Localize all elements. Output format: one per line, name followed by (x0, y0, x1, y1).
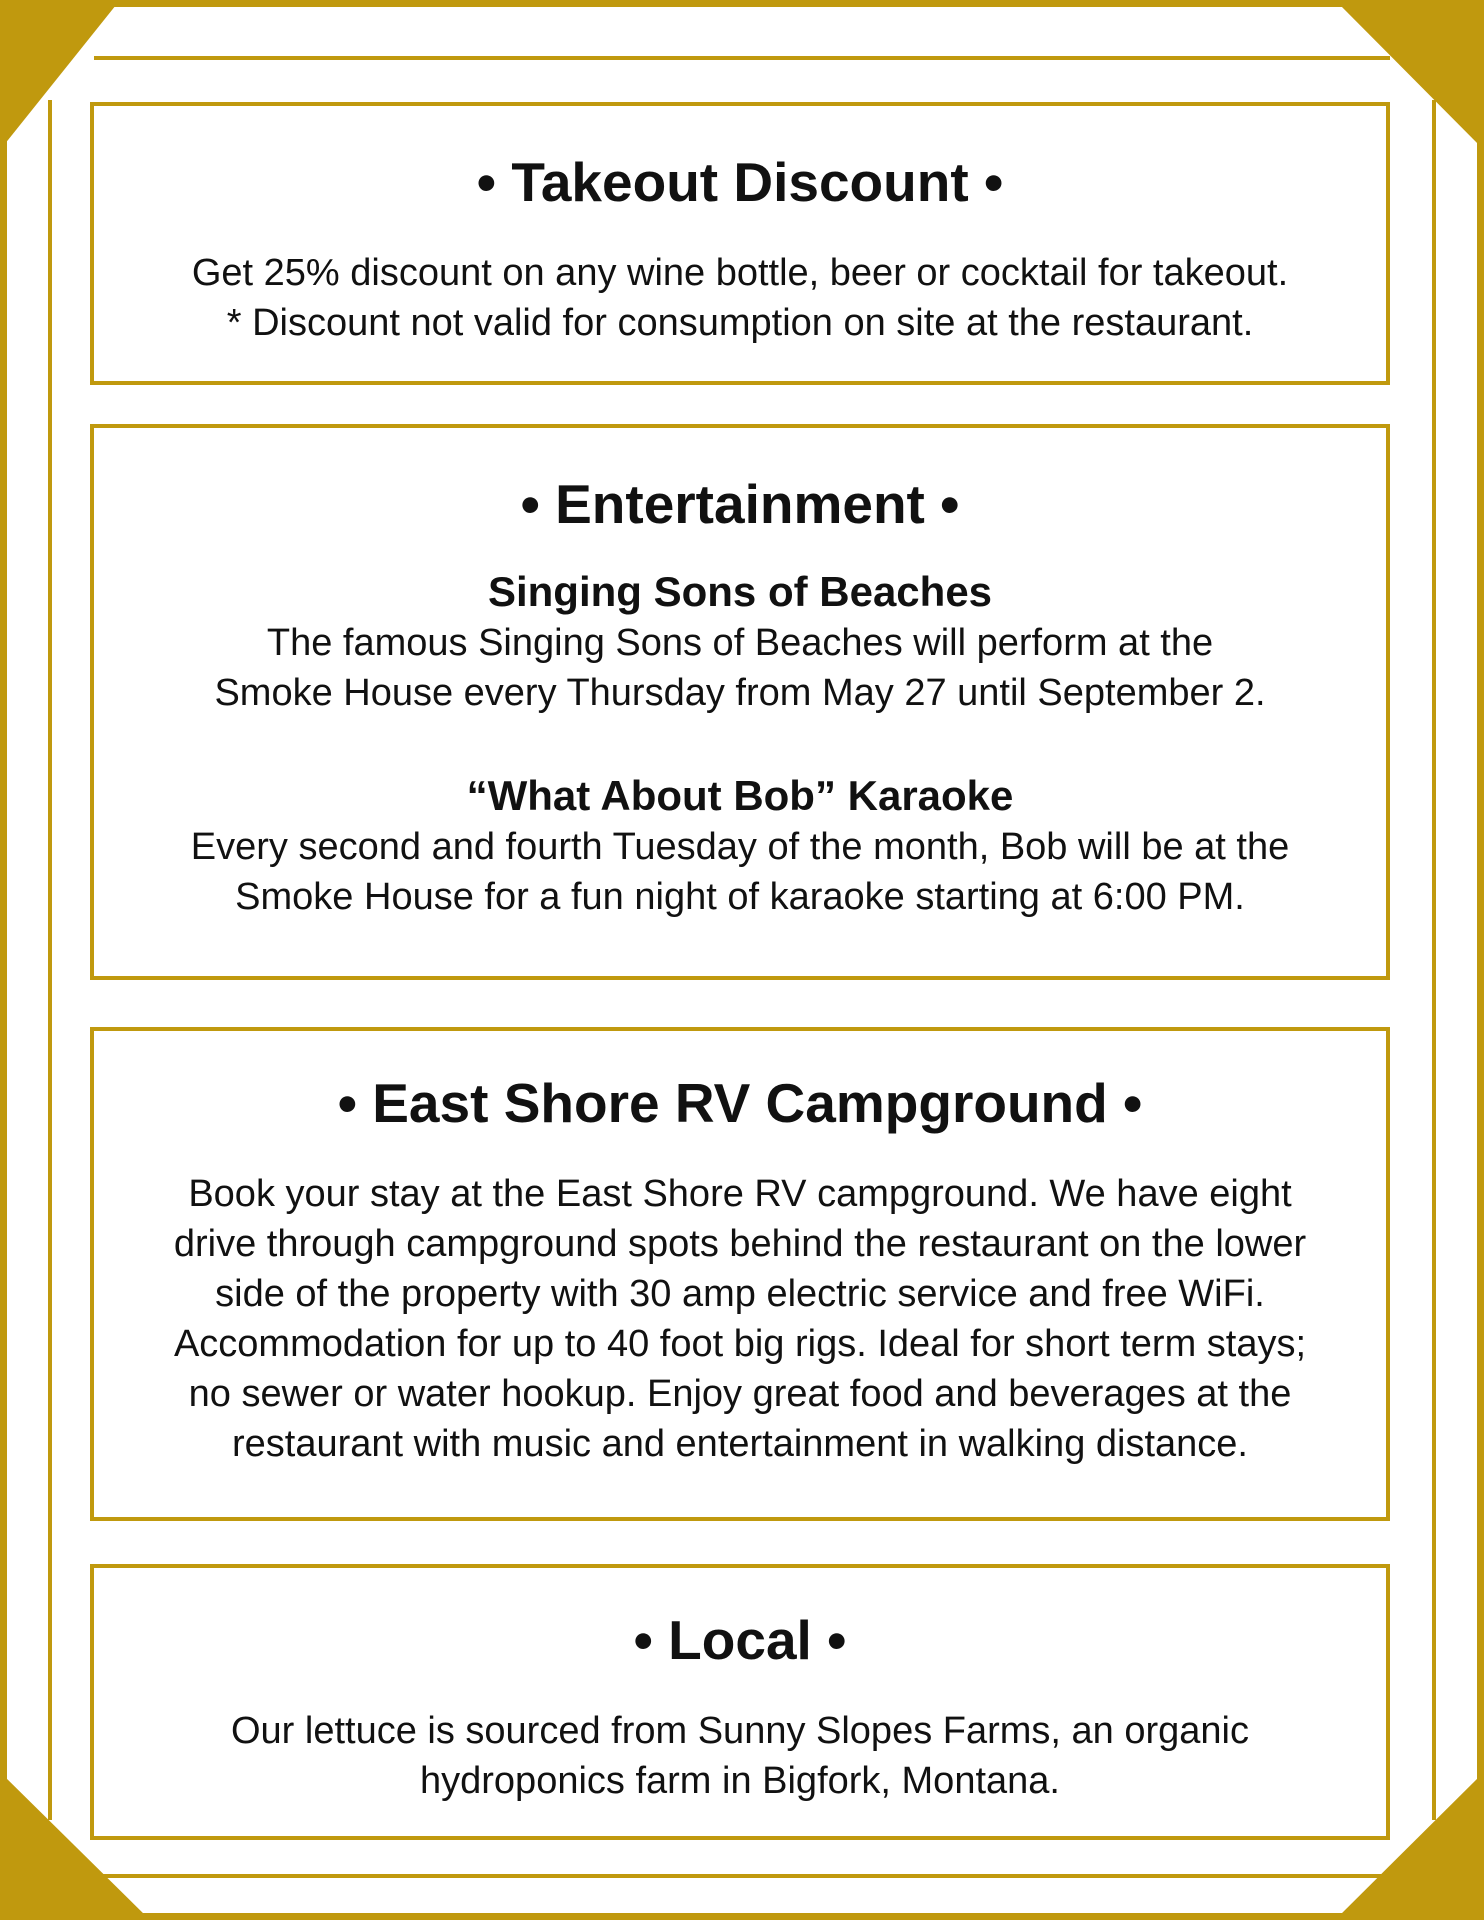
campground-body-line: Accommodation for up to 40 foot big rigs. Ideal for short term stays; (173, 1323, 1307, 1365)
campground-body-line: restaurant with music and entertainment in walking distance. (232, 1423, 1248, 1465)
local-section (90, 1564, 1390, 1840)
local-body-line: hydroponics farm in Bigfork, Montana. (420, 1760, 1060, 1802)
entertainment-section (90, 424, 1390, 980)
local-body-line: Our lettuce is sourced from Sunny Slopes Farms, an organic (230, 1710, 1249, 1752)
act-description (94, 822, 1386, 922)
takeout-body-line: Get 25% discount on any wine bottle, beer or cocktail for takeout. (191, 252, 1289, 294)
act-name: Singing Sons of Beaches (487, 568, 993, 615)
takeout-discount-title: • Takeout Discount • (476, 151, 1004, 213)
campground-body (94, 1169, 1386, 1469)
entertainment-act-singing-sons (94, 566, 1386, 718)
act-description-line: Every second and fourth Tuesday of the month, Bob will be at the (190, 826, 1290, 868)
campground-body-line: side of the property with 30 amp electric service and free WiFi. (215, 1273, 1265, 1315)
entertainment-act-karaoke (94, 770, 1386, 922)
campground-section (90, 1027, 1390, 1521)
act-description-line: Smoke House every Thursday from May 27 until September 2. (214, 672, 1266, 714)
act-description-line: Smoke House for a fun night of karaoke starting at 6:00 PM. (235, 876, 1245, 918)
campground-body-line: no sewer or water hookup. Enjoy great food and beverages at the (188, 1373, 1292, 1415)
takeout-discount-body (94, 248, 1386, 348)
local-title: • Local • (633, 1609, 847, 1671)
local-body (94, 1706, 1386, 1806)
campground-title: • East Shore RV Campground • (337, 1072, 1143, 1134)
takeout-body-line: * Discount not valid for consumption on site at the restaurant. (226, 302, 1254, 344)
campground-body-line: drive through campground spots behind the restaurant on the lower (173, 1223, 1307, 1265)
act-name: “What About Bob” Karaoke (466, 772, 1014, 819)
entertainment-title: • Entertainment • (520, 473, 960, 535)
act-description-line: The famous Singing Sons of Beaches will perform at the (266, 622, 1214, 664)
takeout-discount-section (90, 102, 1390, 385)
campground-body-line: Book your stay at the East Shore RV campground. We have eight (188, 1173, 1292, 1215)
act-description (94, 618, 1386, 718)
